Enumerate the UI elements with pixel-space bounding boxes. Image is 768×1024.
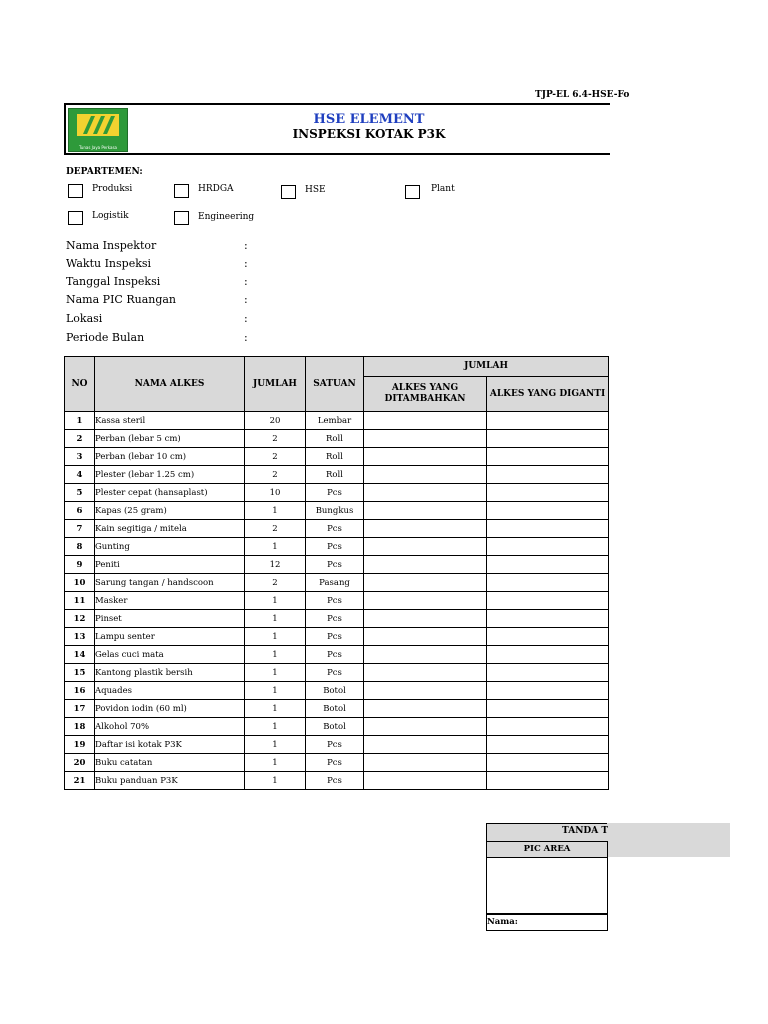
table-row — [65, 538, 609, 556]
row-nama-alkes: Aquades — [95, 682, 245, 700]
info-colon: : — [244, 275, 248, 288]
checkbox-label-produksi: Produksi — [92, 184, 133, 194]
row-nama-alkes: Plester cepat (hansaplast) — [95, 484, 245, 502]
row-satuan: Roll — [306, 448, 364, 466]
row-nama-alkes: Kapas (25 gram) — [95, 502, 245, 520]
row-number: 7 — [65, 520, 95, 538]
row-number: 13 — [65, 628, 95, 646]
checkbox-produksi[interactable] — [68, 184, 83, 198]
row-jumlah: 1 — [245, 502, 306, 520]
row-jumlah: 1 — [245, 538, 306, 556]
row-satuan: Pasang — [306, 574, 364, 592]
table-row — [65, 448, 609, 466]
checkbox-label-hse: HSE — [305, 185, 326, 195]
row-nama-alkes: Masker — [95, 592, 245, 610]
table-row — [65, 610, 609, 628]
row-nama-alkes: Alkohol 70% — [95, 718, 245, 736]
row-number: 9 — [65, 556, 95, 574]
row-jumlah: 1 — [245, 610, 306, 628]
row-ditambahkan-cell[interactable] — [364, 538, 487, 556]
row-nama-alkes: Kassa steril — [95, 412, 245, 430]
row-number: 2 — [65, 430, 95, 448]
row-ditambahkan-cell[interactable] — [364, 430, 487, 448]
document-number: TJP-EL 6.4-HSE-Fo — [535, 90, 630, 100]
row-satuan: Bungkus — [306, 502, 364, 520]
table-row — [65, 628, 609, 646]
row-number: 1 — [65, 412, 95, 430]
row-jumlah: 1 — [245, 754, 306, 772]
row-satuan: Pcs — [306, 646, 364, 664]
row-jumlah: 12 — [245, 556, 306, 574]
row-jumlah: 1 — [245, 682, 306, 700]
info-colon: : — [244, 331, 248, 344]
table-row — [65, 664, 609, 682]
row-nama-alkes: Sarung tangan / handscoon — [95, 574, 245, 592]
row-ditambahkan-cell[interactable] — [364, 412, 487, 430]
doc-subtitle: INSPEKSI KOTAK P3K — [292, 127, 446, 141]
row-nama-alkes: Kain segitiga / mitela — [95, 520, 245, 538]
row-ditambahkan-cell[interactable] — [364, 610, 487, 628]
table-row — [65, 430, 609, 448]
table-row — [65, 592, 609, 610]
logo-company-name: Tunas Jaya Perkasa — [78, 145, 118, 150]
table-row — [65, 718, 609, 736]
row-nama-alkes: Perban (lebar 5 cm) — [95, 430, 245, 448]
row-number: 20 — [65, 754, 95, 772]
row-satuan: Roll — [306, 430, 364, 448]
row-jumlah: 1 — [245, 772, 306, 790]
row-number: 21 — [65, 772, 95, 790]
col-header-diganti: ALKES YANG DIGANTI — [487, 377, 609, 412]
row-ditambahkan-cell[interactable] — [364, 664, 487, 682]
row-jumlah: 1 — [245, 628, 306, 646]
row-number: 11 — [65, 592, 95, 610]
row-satuan: Botol — [306, 700, 364, 718]
row-number: 5 — [65, 484, 95, 502]
row-jumlah: 1 — [245, 646, 306, 664]
row-diganti-cell[interactable] — [487, 502, 609, 520]
row-jumlah: 2 — [245, 520, 306, 538]
alkes-table — [64, 356, 609, 790]
row-jumlah: 10 — [245, 484, 306, 502]
row-satuan: Pcs — [306, 520, 364, 538]
row-ditambahkan-cell[interactable] — [364, 646, 487, 664]
info-label-tanggal-inspeksi: Tanggal Inspeksi — [66, 275, 161, 288]
row-diganti-cell[interactable] — [487, 520, 609, 538]
info-label-lokasi: Lokasi — [66, 312, 103, 325]
row-nama-alkes: Povidon iodin (60 ml) — [95, 700, 245, 718]
row-number: 8 — [65, 538, 95, 556]
checkbox-label-engineering: Engineering — [198, 212, 255, 222]
row-satuan: Pcs — [306, 664, 364, 682]
row-number: 14 — [65, 646, 95, 664]
signature-nama-label: Nama: — [487, 917, 518, 927]
row-ditambahkan-cell[interactable] — [364, 484, 487, 502]
row-ditambahkan-cell[interactable] — [364, 556, 487, 574]
row-jumlah: 1 — [245, 718, 306, 736]
row-ditambahkan-cell[interactable] — [364, 448, 487, 466]
row-ditambahkan-cell[interactable] — [364, 502, 487, 520]
row-satuan: Botol — [306, 682, 364, 700]
row-satuan: Pcs — [306, 592, 364, 610]
row-number: 17 — [65, 700, 95, 718]
row-diganti-cell[interactable] — [487, 628, 609, 646]
row-nama-alkes: Daftar isi kotak P3K — [95, 736, 245, 754]
signature-box[interactable] — [486, 857, 608, 915]
row-nama-alkes: Plester (lebar 1.25 cm) — [95, 466, 245, 484]
row-jumlah: 2 — [245, 430, 306, 448]
department-label: DEPARTEMEN: — [66, 167, 143, 177]
checkbox-logistik[interactable] — [68, 211, 83, 225]
info-label-waktu-inspeksi: Waktu Inspeksi — [66, 257, 152, 270]
info-colon: : — [244, 293, 248, 306]
table-row — [65, 682, 609, 700]
row-jumlah: 20 — [245, 412, 306, 430]
row-diganti-cell[interactable] — [487, 682, 609, 700]
table-row — [65, 754, 609, 772]
logo-mark-icon — [69, 109, 127, 143]
col-header-ditambahkan: ALKES YANG DITAMBAHKAN — [364, 377, 487, 412]
row-diganti-cell[interactable] — [487, 538, 609, 556]
row-diganti-cell[interactable] — [487, 592, 609, 610]
row-number: 18 — [65, 718, 95, 736]
table-row — [65, 736, 609, 754]
table-row — [65, 700, 609, 718]
row-number: 4 — [65, 466, 95, 484]
row-diganti-cell[interactable] — [487, 700, 609, 718]
row-jumlah: 1 — [245, 700, 306, 718]
row-nama-alkes: Pinset — [95, 610, 245, 628]
row-nama-alkes: Gunting — [95, 538, 245, 556]
row-ditambahkan-cell[interactable] — [364, 682, 487, 700]
row-number: 6 — [65, 502, 95, 520]
row-diganti-cell[interactable] — [487, 412, 609, 430]
checkbox-label-logistik: Logistik — [92, 211, 129, 221]
row-ditambahkan-cell[interactable] — [364, 736, 487, 754]
col-header-jumlah-group: JUMLAH — [364, 357, 609, 377]
info-label-periode-bulan: Periode Bulan — [66, 331, 145, 344]
table-row — [65, 646, 609, 664]
row-diganti-cell[interactable] — [487, 718, 609, 736]
row-satuan: Pcs — [306, 556, 364, 574]
table-row — [65, 484, 609, 502]
col-header-no: NO — [65, 357, 95, 412]
row-number: 12 — [65, 610, 95, 628]
table-row — [65, 574, 609, 592]
checkbox-label-hrdga: HRDGA — [198, 184, 234, 194]
row-satuan: Lembar — [306, 412, 364, 430]
row-ditambahkan-cell[interactable] — [364, 466, 487, 484]
row-diganti-cell[interactable] — [487, 772, 609, 790]
checkbox-plant[interactable] — [405, 185, 420, 199]
info-colon: : — [244, 312, 248, 325]
col-header-jumlah: JUMLAH — [245, 357, 306, 412]
row-satuan: Pcs — [306, 610, 364, 628]
row-ditambahkan-cell[interactable] — [364, 754, 487, 772]
info-colon: : — [244, 239, 248, 252]
row-satuan: Pcs — [306, 628, 364, 646]
col-header-nama-alkes: NAMA ALKES — [95, 357, 245, 412]
row-diganti-cell[interactable] — [487, 754, 609, 772]
info-label-nama-inspektor: Nama Inspektor — [66, 239, 157, 252]
table-row — [65, 520, 609, 538]
row-number: 16 — [65, 682, 95, 700]
row-number: 19 — [65, 736, 95, 754]
table-row — [65, 502, 609, 520]
row-nama-alkes: Gelas cuci mata — [95, 646, 245, 664]
row-diganti-cell[interactable] — [487, 556, 609, 574]
row-nama-alkes: Kantong plastik bersih — [95, 664, 245, 682]
row-nama-alkes: Peniti — [95, 556, 245, 574]
checkbox-hrdga[interactable] — [174, 184, 189, 198]
company-logo — [68, 108, 128, 152]
row-jumlah: 2 — [245, 448, 306, 466]
row-diganti-cell[interactable] — [487, 574, 609, 592]
row-diganti-cell[interactable] — [487, 736, 609, 754]
table-body — [65, 412, 609, 790]
row-jumlah: 2 — [245, 466, 306, 484]
row-ditambahkan-cell[interactable] — [364, 628, 487, 646]
doc-title: HSE ELEMENT — [313, 112, 425, 127]
checkbox-engineering[interactable] — [174, 211, 189, 225]
row-satuan: Roll — [306, 466, 364, 484]
row-nama-alkes: Buku catatan — [95, 754, 245, 772]
row-satuan: Pcs — [306, 772, 364, 790]
row-ditambahkan-cell[interactable] — [364, 718, 487, 736]
row-nama-alkes: Buku panduan P3K — [95, 772, 245, 790]
row-ditambahkan-cell[interactable] — [364, 700, 487, 718]
signature-title: TANDA T — [562, 826, 609, 836]
table-row — [65, 772, 609, 790]
row-number: 10 — [65, 574, 95, 592]
row-ditambahkan-cell[interactable] — [364, 574, 487, 592]
row-diganti-cell[interactable] — [487, 484, 609, 502]
row-diganti-cell[interactable] — [487, 430, 609, 448]
row-ditambahkan-cell[interactable] — [364, 772, 487, 790]
col-header-satuan: SATUAN — [306, 357, 364, 412]
row-diganti-cell[interactable] — [487, 664, 609, 682]
signature-nama-field[interactable] — [486, 913, 608, 931]
signature-pic-area-label: PIC AREA — [486, 841, 608, 858]
row-jumlah: 1 — [245, 592, 306, 610]
row-diganti-cell[interactable] — [487, 466, 609, 484]
row-satuan: Pcs — [306, 484, 364, 502]
row-number: 3 — [65, 448, 95, 466]
checkbox-label-plant: Plant — [431, 184, 455, 194]
table-row — [65, 556, 609, 574]
table-row — [65, 466, 609, 484]
info-colon: : — [244, 257, 248, 270]
row-ditambahkan-cell[interactable] — [364, 520, 487, 538]
row-ditambahkan-cell[interactable] — [364, 592, 487, 610]
row-number: 15 — [65, 664, 95, 682]
row-satuan: Pcs — [306, 736, 364, 754]
row-diganti-cell[interactable] — [487, 610, 609, 628]
info-label-nama-pic: Nama PIC Ruangan — [66, 293, 177, 306]
table-row — [65, 412, 609, 430]
row-diganti-cell[interactable] — [487, 448, 609, 466]
row-satuan: Pcs — [306, 754, 364, 772]
row-jumlah: 1 — [245, 664, 306, 682]
row-jumlah: 1 — [245, 736, 306, 754]
checkbox-hse[interactable] — [281, 185, 296, 199]
row-nama-alkes: Lampu senter — [95, 628, 245, 646]
row-satuan: Botol — [306, 718, 364, 736]
row-jumlah: 2 — [245, 574, 306, 592]
row-satuan: Pcs — [306, 538, 364, 556]
row-diganti-cell[interactable] — [487, 646, 609, 664]
row-nama-alkes: Perban (lebar 10 cm) — [95, 448, 245, 466]
